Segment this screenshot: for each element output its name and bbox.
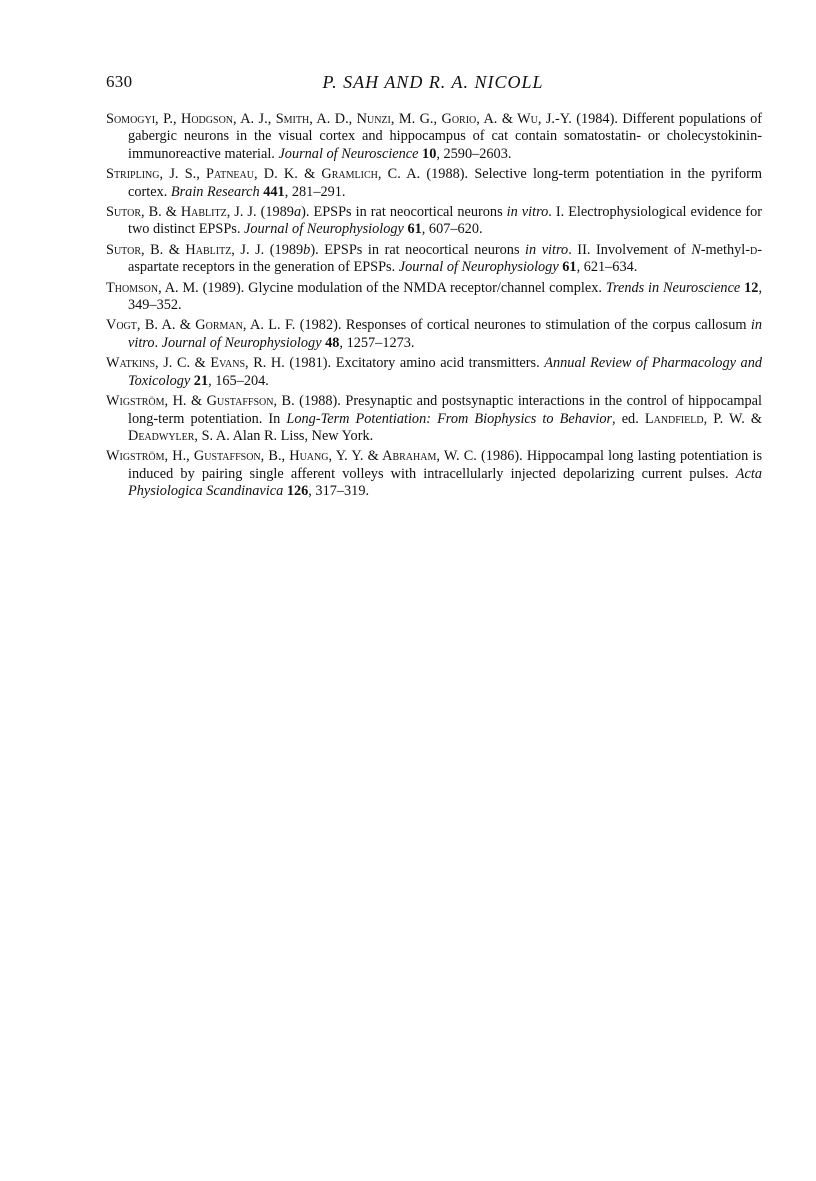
running-head: P. SAH AND R. A. NICOLL [322, 72, 544, 92]
reference-authors: Watkins, J. C. & Evans, R. H. [106, 355, 285, 372]
reference-thomson-1989 [106, 280, 762, 315]
reference-title-rest: -aspartate receptors in the generation of EPSPs. [128, 241, 762, 276]
reference-journal: Journal of Neuroscience [278, 145, 419, 162]
reference-title: Presynaptic and postsynaptic interactions in the control of hippocampal long-term potentiation. In [128, 393, 762, 427]
reference-volume: 61 [558, 259, 577, 276]
reference-book-title: Long-Term Potentiation: From Biophysics to Behavior [286, 410, 613, 427]
reference-year: (1988). [294, 393, 346, 410]
reference-editors: Landfield, P. W. & Deadwyler, S. A. [128, 410, 762, 444]
reference-pages: , 165–204. [208, 372, 269, 389]
reference-year: (1981). [284, 355, 336, 372]
reference-sutor-1989b [106, 242, 762, 277]
reference-year: (1988). [420, 166, 475, 183]
reference-pages: , 2590–2603. [436, 145, 512, 162]
reference-title: Selective long-term potentiation in the pyriform cortex. [128, 166, 762, 200]
reference-title-rest: . II. Involvement of [568, 241, 692, 258]
reference-volume: 48 [321, 334, 340, 351]
reference-authors: Wigström, H. & Gustaffson, B. [106, 393, 295, 410]
reference-year: (1984). [571, 111, 623, 127]
reference-year: (1982). [295, 317, 346, 334]
reference-year-close: ). [310, 241, 325, 258]
reference-volume: 441 [259, 183, 285, 200]
reference-authors: Thomson, A. M. [106, 279, 199, 296]
reference-volume: 12 [740, 279, 759, 296]
reference-watkins-1981 [106, 355, 762, 390]
reference-year-suffix: a [293, 204, 302, 221]
reference-journal: Acta Physiologica Scandinavica [128, 465, 762, 500]
reference-year-close: ). [301, 204, 314, 221]
reference-pages: , 621–634. [576, 259, 638, 276]
reference-journal: Journal of Neurophysiology [398, 259, 559, 276]
reference-pages: , 317–319. [308, 483, 370, 500]
reference-authors: Somogyi, P., Hodgson, A. J., Smith, A. D., Nunzi, M. G., Gorio, A. & Wu, J.-Y. [106, 111, 572, 127]
reference-journal: Journal of Neurophysiology [244, 221, 404, 238]
reference-title: EPSPs in rat neocortical neurons [313, 204, 507, 221]
reference-title-rest: . [154, 334, 162, 351]
reference-journal: Trends in Neuroscience [605, 279, 741, 296]
page-number: 630 [106, 72, 133, 91]
reference-authors: Vogt, B. A. & Gorman, A. L. F. [106, 317, 296, 334]
reference-year-suffix: b [303, 241, 311, 258]
reference-year: (1989 [256, 204, 294, 221]
reference-ed-prefix: , ed. [612, 410, 645, 427]
reference-title-italic: in vitro [506, 204, 549, 221]
reference-publisher: Alan R. Liss, New York. [229, 427, 374, 444]
reference-title-italic-n: N [691, 241, 701, 258]
reference-title: EPSPs in rat neocortical neurons [324, 241, 526, 258]
reference-title-italic: in vitro [128, 317, 763, 351]
reference-title-rest: . I. Electrophysiological evidence for two distinct EPSPs. [128, 204, 763, 238]
reference-journal: Journal of Neurophysiology [161, 334, 322, 351]
reference-title-smallcaps-d: d [750, 241, 758, 258]
reference-title: Different populations of gabergic neurons in the visual cortex and hippocampus of cat contain somatostatin- or cholecystokinin-immunoreactive material. [128, 111, 762, 162]
reference-authors: Sutor, B. & Hablitz, J. J. [106, 204, 257, 221]
reference-title: Excitatory amino acid transmitters. [335, 355, 545, 372]
reference-authors: Sutor, B. & Hablitz, J. J. [106, 241, 265, 258]
reference-volume: 61 [403, 221, 422, 238]
reference-pages: , 607–620. [421, 221, 483, 238]
page-header [106, 72, 760, 100]
reference-title: Glycine modulation of the NMDA receptor/channel complex. [248, 279, 606, 296]
reference-wigstrom-1988 [106, 393, 762, 445]
reference-vogt-1982 [106, 317, 762, 352]
reference-year: (1989 [264, 241, 304, 258]
reference-title: Responses of cortical neurones to stimulation of the corpus callosum [345, 317, 751, 334]
reference-somogyi-1984 [106, 111, 762, 163]
reference-journal: Annual Review of Pharmacology and Toxicology [128, 355, 762, 389]
reference-title-rest: -methyl- [700, 241, 750, 258]
reference-list [106, 111, 762, 504]
reference-sutor-1989a [106, 204, 762, 239]
reference-authors: Wigström, H., Gustaffson, B., Huang, Y. Y. & Abraham, W. C. [106, 448, 477, 465]
reference-year: (1989). [198, 279, 249, 296]
reference-title: Hippocampal long lasting potentiation is induced by pairing single afferent volleys with intracellularly injected depolarizing current pulses. [128, 448, 763, 482]
reference-volume: 21 [190, 372, 209, 389]
reference-title-italic: in vitro [525, 241, 569, 258]
reference-year: (1986). [476, 448, 527, 465]
reference-pages: , 1257–1273. [339, 334, 415, 351]
reference-volume: 10 [418, 145, 437, 162]
reference-pages: , 349–352. [128, 279, 763, 314]
reference-wigstrom-1986 [106, 448, 762, 500]
reference-volume: 126 [283, 483, 309, 500]
reference-stripling-1988 [106, 166, 762, 201]
reference-journal: Brain Research [170, 183, 260, 200]
reference-pages: , 281–291. [284, 183, 346, 200]
reference-authors: Stripling, J. S., Patneau, D. K. & Gramlich, C. A. [106, 166, 421, 183]
